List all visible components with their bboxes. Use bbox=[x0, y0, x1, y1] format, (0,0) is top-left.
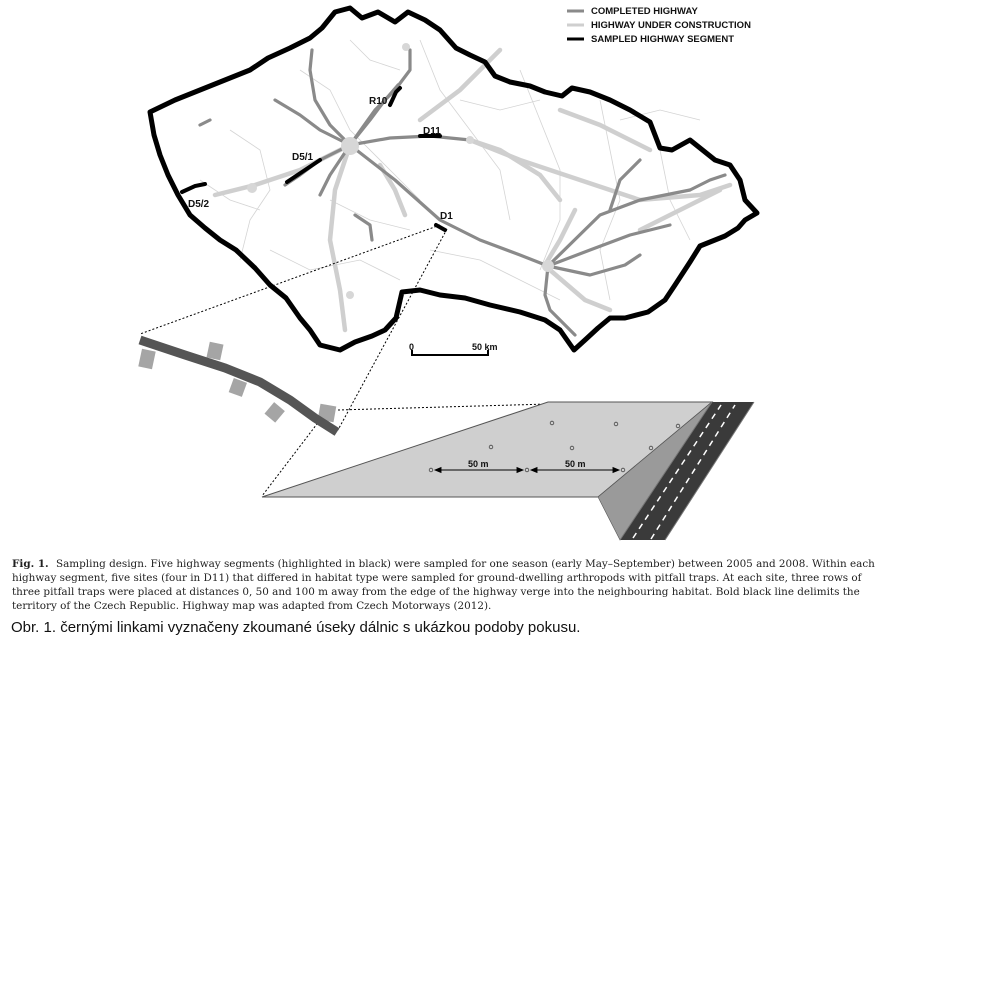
site-marker bbox=[229, 378, 247, 397]
pitfall-trap bbox=[649, 446, 653, 450]
distance-label-first: 50 m bbox=[468, 459, 489, 469]
segment-label-d1: D1 bbox=[440, 211, 453, 222]
scale-bar bbox=[409, 342, 498, 356]
segment-label-d5-1: D5/1 bbox=[292, 152, 314, 163]
segment-label-r10: R10 bbox=[369, 96, 388, 107]
legend-label-completed: COMPLETED HIGHWAY bbox=[591, 6, 698, 17]
distance-label-second: 50 m bbox=[565, 459, 586, 469]
scale-zero: 0 bbox=[409, 342, 415, 352]
pitfall-trap bbox=[489, 445, 493, 449]
figure-label: Fig. 1. bbox=[12, 558, 49, 570]
czech-caption: Obr. 1. černými linkami vyznačeny zkoumané úseky dálnic s ukázkou podoby pokusu. bbox=[11, 619, 581, 636]
sampling-site-diagram bbox=[262, 402, 754, 540]
segment-d1-line bbox=[436, 225, 445, 230]
segment-label-d11: D11 bbox=[423, 126, 441, 137]
highways-under-construction bbox=[215, 50, 730, 330]
sampled-segments bbox=[182, 88, 445, 230]
pitfall-trap bbox=[550, 421, 554, 425]
legend bbox=[567, 6, 751, 45]
scale-label: 50 km bbox=[472, 342, 498, 352]
legend-label-sampled: SAMPLED HIGHWAY SEGMENT bbox=[591, 34, 735, 45]
pitfall-trap bbox=[614, 422, 618, 426]
pitfall-trap bbox=[676, 424, 680, 428]
site-marker bbox=[206, 342, 223, 361]
legend-label-construction: HIGHWAY UNDER CONSTRUCTION bbox=[591, 20, 751, 31]
enlarged-segment bbox=[138, 340, 337, 432]
region-boundaries bbox=[200, 40, 700, 300]
pitfall-trap bbox=[621, 468, 625, 472]
pitfall-trap bbox=[525, 468, 529, 472]
segment-d5-2-line bbox=[182, 184, 205, 192]
pitfall-trap bbox=[429, 468, 433, 472]
segment-label-d5-2: D5/2 bbox=[188, 199, 210, 210]
figure-caption-text: Sampling design. Five highway segments (highlighted in black) were sampled for one season (early May–September) between 2005 and 2008. Within each highway segment, five sites (four in D11) that differed in habitat type were sampled for ground-dwelling arthropods with pitfall traps. At each site, three rows of three pitfall traps were placed at distances 0, 50 and 100 m away from the edge of the highway verge into the neighbouring habitat. Bold black line delimits the territory of the Czech Republic. Highway map was adapted from Czech Motorways (2012). bbox=[12, 558, 875, 612]
site-marker bbox=[138, 349, 155, 370]
pitfall-trap bbox=[570, 446, 574, 450]
figure-caption bbox=[12, 557, 892, 613]
site-marker bbox=[264, 402, 284, 422]
